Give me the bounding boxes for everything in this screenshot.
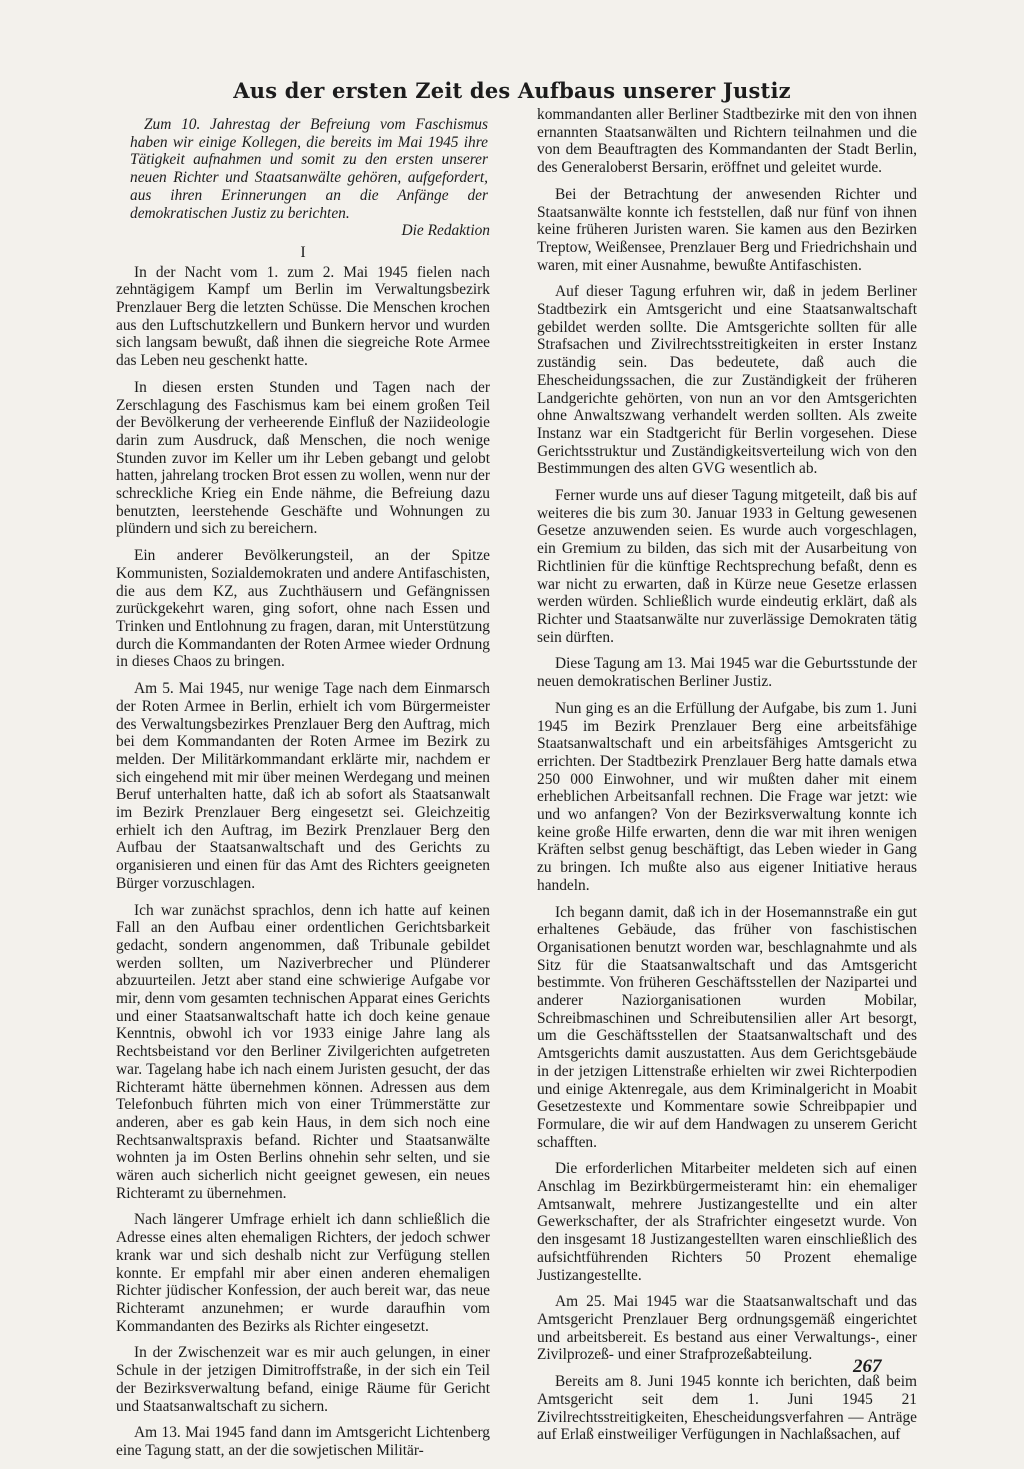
paragraph: Auf dieser Tagung erfuhren wir, daß in jedem Berliner Stadtbezirk ein Amtsgericht und eine Staatsanwaltschaft gebildet werden sollte. Die Amtsgerichte sollten für alle Strafsachen und Zivilrechtsstreitigkeiten in erster Instanz zuständig sein. Das bedeutete, daß auch die Ehescheidungssachen, die zur Zuständigkeit der früheren Landgerichte gehörten, von nun an vor den Amtsgerichten ohne Anwaltszwang verhandelt werden sollten. Als zweite Instanz war ein Stadtgericht für Berlin vorgesehen. Diese Gerichtsstruktur und Zuständigkeitsverteilung wich von den Bestimmungen des alten GVG wesentlich ab. (537, 283, 917, 478)
paragraph: In diesen ersten Stunden und Tagen nach der Zerschlagung des Faschismus kam bei einem großen Teil der Bevölkerung der verheerende Einfluß der Naziideologie darin zum Ausdruck, daß Menschen, die noch wenige Stunden zuvor im Keller um ihr Leben gebangt und gelobt hatten, jahrelang trocken Brot essen zu wollen, wenn nur der schreckliche Krieg ein Ende nähme, die Befreiung dazu benutzten, leerstehende Geschäfte und Wohnungen zu plündern und sich zu bereichern. (116, 378, 490, 538)
paragraph: Am 5. Mai 1945, nur wenige Tage nach dem Einmarsch der Roten Armee in Berlin, erhielt ich vom Bürgermeister des Verwaltungsbezirkes Prenzlauer Berg den Auftrag, mich bei dem Kommandanten der Roten Armee im Bezirk zu melden. Der Militärkommandant erklärte mir, nachdem er sich eingehend mit mir über meinen Werdegang und meinen Beruf unterhalten hatte, daß ich ab sofort als Staatsanwalt im Bezirk Prenzlauer Berg eingesetzt sei. Gleichzeitig erhielt ich den Auftrag, im Bezirk Prenzlauer Berg den Aufbau der Staatsanwaltschaft und des Gerichts zu organisieren und einen für das Amt des Richters geeigneten Bürger vorzuschlagen. (116, 680, 490, 892)
paragraph: Diese Tagung am 13. Mai 1945 war die Geburtsstunde der neuen demokratischen Berliner Justiz. (537, 655, 917, 691)
paragraph: Bereits am 8. Juni 1945 konnte ich berichten, daß beim Amtsgericht seit dem 1. Juni 1945 21 Zivilrechtsstreitigkeiten, Ehescheidungsverfahren — Anträge auf Erlaß einstweiliger Verfügungen in Nachlaßsachen, auf (537, 1373, 917, 1444)
paragraph: Am 25. Mai 1945 war die Staatsanwaltschaft und das Amtsgericht Prenzlauer Berg ordnungsgemäß eingerichtet und arbeitsbereit. Es bestand aus einer Verwaltungs-, einer Zivilprozeß- und einer Strafprozeßabteilung. (537, 1293, 917, 1364)
paragraph: Am 13. Mai 1945 fand dann im Amtsgericht Lichtenberg eine Tagung statt, an der die sowjetischen Militär- (116, 1424, 490, 1459)
paragraph: Ich war zunächst sprachlos, denn ich hatte auf keinen Fall an den Aufbau einer ordentlichen Gerichtsbarkeit gedacht, sondern angenommen, daß Tribunale gebildet werden sollten, um Naziverbrecher und Plünderer abzuurteilen. Jetzt aber stand eine schwierige Aufgabe vor mir, denn vom gesamten technischen Apparat eines Gerichts und einer Staatsanwaltschaft hatte ich doch keine genaue Kenntnis, obwohl ich vor 1933 einige Jahre lang als Rechtsbeistand vor den Berliner Zivilgerichten aufgetreten war. Tagelang habe ich nach einem Juristen gesucht, der das Richteramt hätte übernehmen können. Adressen aus dem Telefonbuch führten mich von einer Trümmerstätte zur anderen, aber es gab kein Haus, in dem sich noch eine Rechtsanwaltspraxis befand. Richter und Staatsanwälte wohnten ja im Osten Berlins ohnehin sehr selten, und sie wären auch sicherlich nicht geeignet gewesen, ein neues Richteramt zu übernehmen. (116, 901, 490, 1202)
left-column (116, 116, 490, 1469)
paragraph: Nach längerer Umfrage erhielt ich dann schließlich die Adresse eines alten ehemaligen Richters, der jedoch schwer krank war und sich deshalb nicht zur Verfügung stellen konnte. Er empfahl mir aber einen anderen ehemaligen Richter jüdischer Konfession, der auch bereit war, das neue Richteramt anzunehmen; er wurde daraufhin vom Kommandanten des Bezirks als Richter eingesetzt. (116, 1211, 490, 1335)
paragraph: In der Nacht vom 1. zum 2. Mai 1945 fielen nach zehntägigem Kampf um Berlin im Verwaltungsbezirk Prenzlauer Berg die letzten Schüsse. Die Menschen krochen aus den Luftschutzkellern und Bunkern hervor und wurden sich langsam bewußt, daß ihnen die siegreiche Rote Armee das Leben neu geschenkt hatte. (116, 263, 490, 370)
editorial-signature: Die Redaktion (401, 222, 490, 240)
paragraph: Nun ging es an die Erfüllung der Aufgabe, bis zum 1. Juni 1945 im Bezirk Prenzlauer Berg eine arbeitsfähige Staatsanwaltschaft und ein arbeitsfähiges Amtsgericht zu errichten. Der Stadtbezirk Prenzlauer Berg hatte damals etwa 250 000 Einwohner, und wir mußten daher mit einem erheblichen Arbeitsanfall rechnen. Die Frage war jetzt: wie und wo anfangen? Von der Bezirksverwaltung konnte ich keine große Hilfe erwarten, denn die war mit ihren wenigen Kräften selbst genug beschäftigt, das Leben wieder in Gang zu bringen. Ich mußte also aus eigener Initiative heraus handeln. (537, 699, 917, 894)
paragraph: Bei der Betrachtung der anwesenden Richter und Staatsanwälte konnte ich feststellen, daß nur fünf von ihnen keine früheren Juristen waren. Sie kamen aus den Bezirken Treptow, Weißensee, Prenzlauer Berg und Friedrichshain und waren, mit einer Ausnahme, bewußte Antifaschisten. (537, 185, 917, 274)
paragraph: Ein anderer Bevölkerungsteil, an der Spitze Kommunisten, Sozialdemokraten und andere Antifaschisten, die aus dem KZ, aus Zuchthäusern und Gefängnissen zurückgekehrt waren, ging sofort, ohne nach Essen und Trinken und Entlohnung zu fragen, daran, mit Unterstützung durch die Kommandanten der Roten Armee wieder Ordnung in dieses Chaos zu bringen. (116, 547, 490, 671)
article-title: Aus der ersten Zeit des Aufbaus unserer Justiz (233, 78, 791, 103)
paragraph: In der Zwischenzeit war es mir auch gelungen, in einer Schule in der jetzigen Dimitroffstraße, in der sich ein Teil der Bezirksverwaltung befand, einige Räume für Gericht und Staatsanwaltschaft zu sichern. (116, 1344, 490, 1415)
paragraph-continued: kommandanten aller Berliner Stadtbezirke mit den von ihnen ernannten Staatsanwälten und Richtern teilnahmen und die von dem Beauftragten des Kommandanten der Stadt Berlin, des Generaloberst Bersarin, eröffnet und geleitet wurde. (537, 106, 917, 177)
editorial-intro: Zum 10. Jahrestag der Befreiung vom Faschismus haben wir einige Kollegen, die bereits im Mai 1945 ihre Tätigkeit aufnahmen und somit zu den ersten unserer neuen Richter und Staatsanwälte gehören, aufgefordert, aus ihren Erinnerungen an die Anfänge der demokratischen Justiz zu berichten. (130, 116, 488, 222)
right-column (537, 106, 917, 1453)
page-number: 267 (853, 1356, 882, 1377)
paragraph: Die erforderlichen Mitarbeiter meldeten sich auf einen Anschlag im Bezirkbürgermeisteramt hin: ein ehemaliger Amtsanwalt, mehrere Justizangestellte und ein alter Gewerkschafter, der als Strafrichter eingesetzt wurde. Von den insgesamt 18 Justizangestellten waren einschließlich des aufsichtführenden Richters 50 Prozent ehemalige Justizangestellte. (537, 1160, 917, 1284)
section-number: I (300, 243, 306, 261)
paragraph: Ferner wurde uns auf dieser Tagung mitgeteilt, daß bis auf weiteres die bis zum 30. Januar 1933 in Geltung gewesenen Gesetze anzuwenden seien. Es wurde auch vorgeschlagen, ein Gremium zu bilden, das sich mit der Ausarbeitung von Richtlinien für die künftige Rechtsprechung befaßt, denn es war nicht zu erwarten, daß in Kürze neue Gesetze erlassen werden würden. Schließlich wurde eindeutig erklärt, daß als Richter und Staatsanwälte nur zuverlässige Demokraten tätig sein dürften. (537, 487, 917, 646)
paragraph: Ich begann damit, daß ich in der Hosemannstraße ein gut erhaltenes Gebäude, das früher von faschistischen Organisationen benutzt worden war, beschlagnahmte und als Sitz für die Staatsanwaltschaft und das Amtsgericht bestimmte. Von früheren Geschäftsstellen der Nazipartei und anderer Naziorganisationen wurden Mobilar, Schreibmaschinen und Schreibutensilien aller Art besorgt, um die Geschäftsstellen der Staatsanwaltschaft und des Amtsgerichts damit auszustatten. Aus dem Gerichtsgebäude in der jetzigen Littenstraße erhielten wir zwei Richterpodien und einige Aktenregale, aus dem Kriminalgericht in Moabit Gesetzestexte und Kommentare sowie Schreibpapier und Formulare, die wir auf dem Handwagen zu unserem Gericht schafften. (537, 903, 917, 1151)
